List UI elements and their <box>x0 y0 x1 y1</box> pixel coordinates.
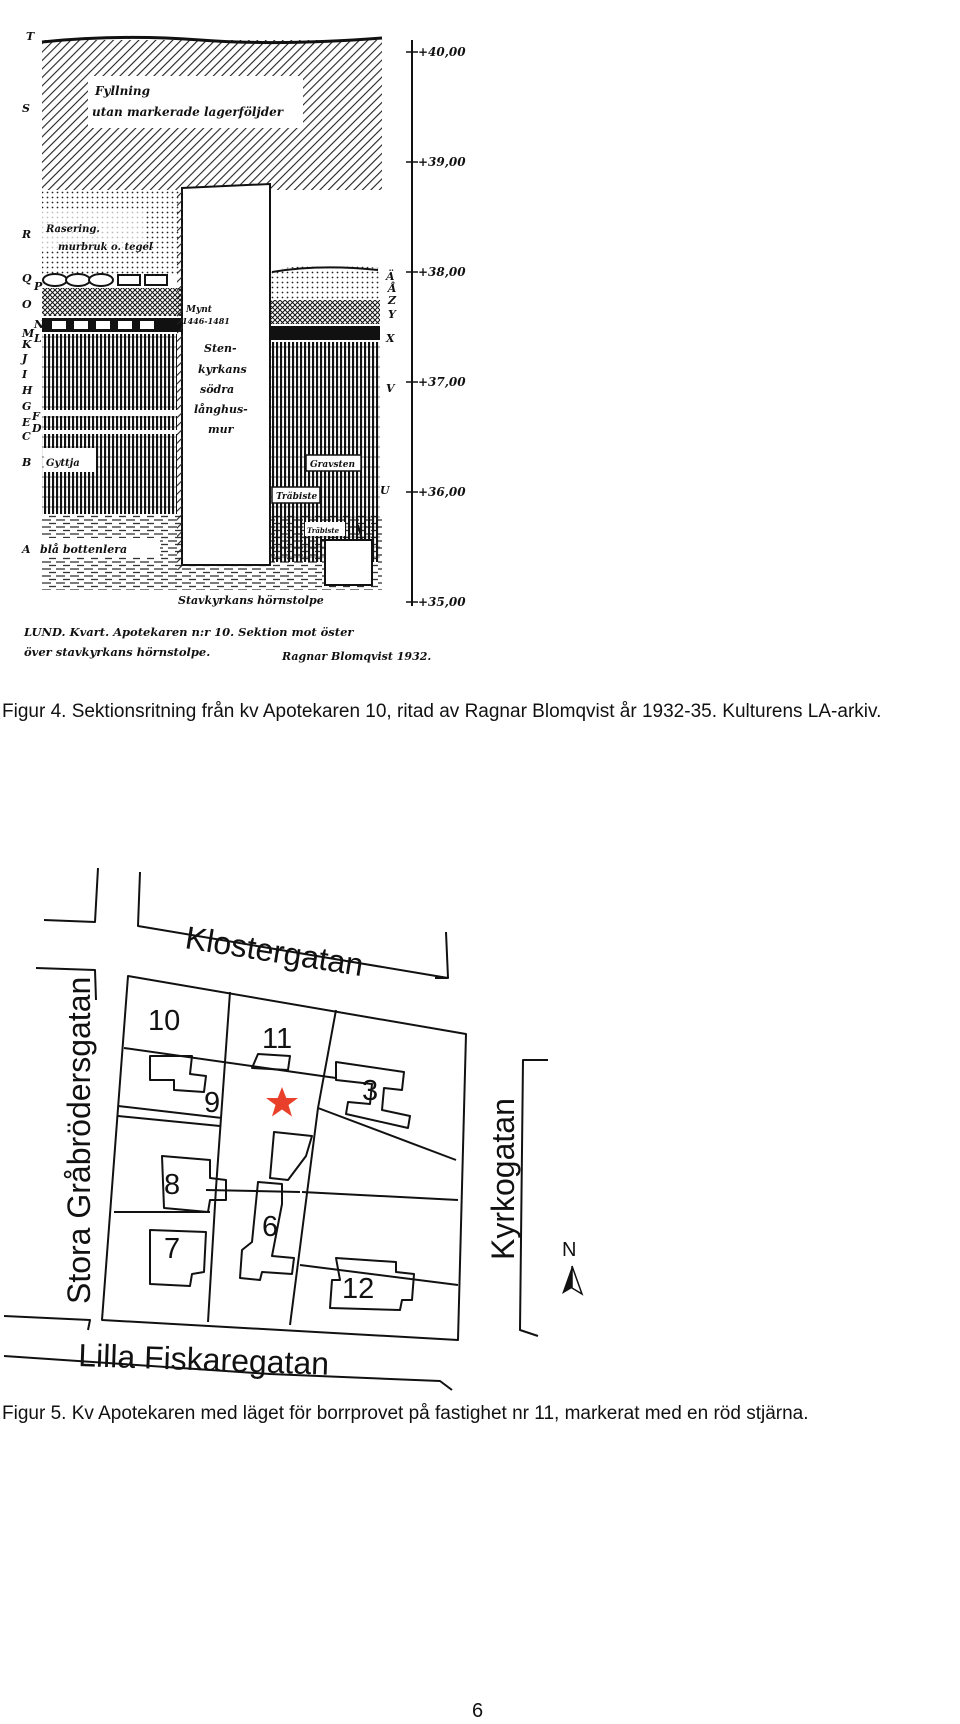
lot-number: 9 <box>204 1087 221 1119</box>
figure-5-caption: Figur 5. Kv Apotekaren med läget för borrprovet på fastighet nr 11, markerat med en röd stjärna. <box>2 1403 809 1424</box>
layer-letter: X <box>386 332 395 345</box>
drawing-title: över stavkyrkans hörnstolpe. <box>24 645 211 659</box>
building-outline <box>270 1132 312 1180</box>
gravsten-label: Gravsten <box>310 460 355 470</box>
rasering-label: murbruk o. tegel <box>58 242 153 253</box>
layer-letter: J <box>22 352 28 365</box>
layer-letter: Å <box>388 282 397 295</box>
drawing-title: LUND. Kvart. Apotekaren n:r 10. Sektion mot öster <box>24 625 354 639</box>
layer-letter: Z <box>388 294 397 307</box>
star-marker <box>266 1087 298 1117</box>
layer-letter: M <box>22 327 35 340</box>
lot-number: 6 <box>262 1211 279 1243</box>
layer-letter: P <box>34 280 43 293</box>
north-arrow <box>562 1239 582 1294</box>
layer-letter: A <box>22 543 31 556</box>
layer-letter: G <box>22 400 32 413</box>
layer-letter: S <box>22 102 30 115</box>
wall-label: södra <box>200 383 235 396</box>
wall-label: mur <box>208 423 234 436</box>
layer-letter: Y <box>388 308 396 321</box>
gyttja-label: Gyttja <box>46 458 80 469</box>
drawing-author: Ragnar Blomqvist 1932. <box>282 650 432 663</box>
lot-number: 7 <box>164 1233 181 1265</box>
layer-letter: L <box>34 332 42 345</box>
layer-letter: F <box>32 410 40 423</box>
wall-label: Sten- <box>204 342 237 355</box>
elevation-label: +37,00 <box>418 375 466 389</box>
coin-label: 1446-1481 <box>182 316 230 326</box>
fill-label: utan markerade lagerföljder <box>92 105 284 119</box>
street-name-east: Kyrkogatan <box>485 1098 521 1260</box>
page-number: 6 <box>472 1700 484 1722</box>
layer-letter: K <box>22 338 32 351</box>
layer-letter: T <box>26 30 35 43</box>
wall-label: kyrkans <box>198 363 247 376</box>
layer-letter: U <box>380 484 390 497</box>
building-outline <box>252 1054 290 1070</box>
lot-number: 10 <box>148 1005 181 1037</box>
elevation-label: +35,00 <box>418 595 466 609</box>
elevation-label: +38,00 <box>418 265 466 279</box>
north-label: N <box>562 1239 577 1261</box>
stone-row <box>43 274 167 286</box>
layer-letter: N <box>34 318 45 331</box>
layer-letter: C <box>22 430 31 443</box>
dark-layers-left <box>42 334 177 514</box>
layer-letter: Ä <box>386 270 395 283</box>
layer-letter: O <box>22 298 32 311</box>
street-edge <box>4 1316 90 1330</box>
layer-letter: R <box>22 228 32 241</box>
lot-number: 11 <box>262 1023 293 1055</box>
layer-letter: B <box>22 456 32 469</box>
layer-letter: V <box>386 382 395 395</box>
post-label: Stavkyrkans hörnstolpe <box>178 594 324 607</box>
elevation-label: +36,00 <box>418 485 466 499</box>
section-drawing <box>0 0 470 680</box>
building-outline <box>150 1056 206 1092</box>
lot-number: 8 <box>164 1169 181 1201</box>
street-name-west: Stora Gråbrödersgatan <box>61 976 97 1304</box>
coin-label: Mynt <box>186 305 212 315</box>
clay-label: blå bottenlera <box>40 543 128 556</box>
fill-label: Fyllning <box>95 84 151 98</box>
layer-letter: H <box>22 384 33 397</box>
elevation-label: +39,00 <box>418 155 466 169</box>
street-edge <box>520 1060 548 1336</box>
rasering-label: Rasering. <box>46 224 100 235</box>
layer-letter: E <box>22 416 31 429</box>
stave-post <box>325 540 372 585</box>
elevation-label: +40,00 <box>418 45 466 59</box>
layer-letter: D <box>32 422 42 435</box>
layer-letter: I <box>22 368 28 381</box>
layer-letter: Q <box>22 272 32 285</box>
lot-number: 3 <box>362 1075 379 1107</box>
lot-number: 12 <box>342 1273 375 1305</box>
trabiste-label: Träbiste <box>276 492 318 502</box>
figure-4-caption: Figur 4. Sektionsritning från kv Apotekaren 10, ritad av Ragnar Blomqvist år 1932-35. Kulturens LA-arkiv. <box>2 701 882 722</box>
wall-label: långhus- <box>194 403 248 416</box>
street-name-south: Lilla Fiskaregatan <box>77 1337 330 1382</box>
trabiste-label: Träbiste <box>307 526 340 535</box>
block-map <box>0 860 600 1400</box>
street-name-north: Klostergatan <box>182 919 366 984</box>
